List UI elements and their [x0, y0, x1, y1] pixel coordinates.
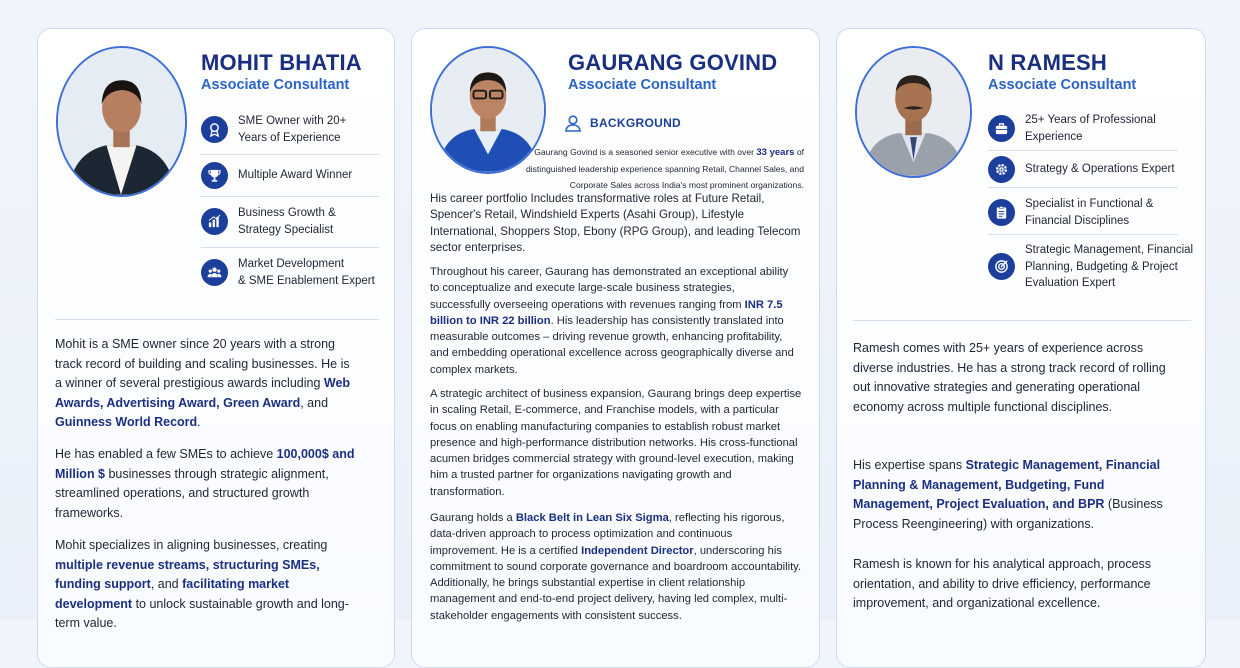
profile-name: N RAMESH — [988, 50, 1107, 75]
feature-item: SME Owner with 20+ Years of Experience — [201, 113, 381, 146]
profile-role: Associate Consultant — [201, 77, 350, 93]
profile-name: GAURANG GOVIND — [568, 50, 778, 75]
feature-item: 25+ Years of Professional Experience — [988, 112, 1188, 145]
briefcase-icon — [988, 115, 1015, 142]
user-outline-icon — [564, 114, 582, 132]
bio-paragraph: Throughout his career, Gaurang has demonstrated an exceptional ability to conceptualize and execute large-scale business strategies, successfully overseeing operations with revenues ranging from INR 7.5 billion to INR 22 billion. His leadership has consistently translated into measurable outcomes – driving revenue growth, enhancing profitability, and embedding operational excellence across geographically diverse and complex markets. — [430, 266, 794, 376]
award-ribbon-icon — [201, 116, 228, 143]
divider — [988, 234, 1178, 235]
target-icon — [988, 253, 1015, 280]
bar-chart-icon — [201, 208, 228, 235]
feature-item: Specialist in Functional & Financial Disciplines — [988, 196, 1188, 229]
divider — [201, 196, 379, 197]
bio-paragraph: Mohit specializes in aligning businesses, creating multiple revenue streams, structuring SMEs, funding support, and facilitating market development to unlock sustainable growth and long-term value. — [55, 538, 349, 630]
person-portrait-icon — [58, 48, 185, 195]
profile-card-mohit-bhatia — [37, 28, 395, 668]
profile-role: Associate Consultant — [568, 77, 717, 93]
bio-paragraph: His career portfolio Includes transformative roles at Future Retail, Spencer's Retail, Windshield Experts (Asahi Group), Lifestyle International, Shoppers Stop, Ebony (RPG Group), and leading Telecom sector enterprises. — [430, 192, 801, 254]
bio-paragraph: Mohit is a SME owner since 20 years with a strong track record of building and scaling businesses. He is a winner of several prestigious awards including Web Awards, Advertising Award, Green Award, and Guinness World Record. — [55, 337, 351, 429]
divider — [201, 247, 379, 248]
divider — [853, 320, 1191, 321]
bio-paragraph: Ramesh is known for his analytical approach, process orientation, and ability to drive efficiency, performance improvement, and organizational excellence. — [853, 557, 1152, 610]
feature-item: Business Growth & Strategy Specialist — [201, 205, 381, 238]
divider — [55, 319, 379, 320]
people-group-icon — [201, 259, 228, 286]
feature-item: Strategy & Operations Expert — [988, 156, 1188, 183]
clipboard-icon — [988, 199, 1015, 226]
divider — [988, 187, 1178, 188]
feature-item: Strategic Management, Financial Planning, Budgeting & Project Evaluation Expert — [988, 242, 1198, 292]
bio-paragraph: He has enabled a few SMEs to achieve 100,000$ and Million $ businesses through strategic alignment, streamlined operations, and structured growth frameworks. — [55, 447, 355, 520]
gear-icon — [988, 156, 1015, 183]
person-portrait-icon — [857, 48, 970, 176]
bio-paragraph: Gaurang holds a Black Belt in Lean Six Sigma, reflecting his rigorous, data-driven approach to process optimization and continuous improvement. He is a certified Independent Director, underscoring his commitment to sound corporate governance and boardroom accountability. Additionally, he brings substantial expertise in client relationship management and end-to-end project delivery, having led complex, multi-stakeholder engagements with consistent success. — [430, 512, 802, 622]
background-intro: Gaurang Govind is a seasoned senior executive with over 33 years of distinguished leadership experience spanning Retail, Channel Sales, and Corporate Sales across India's most prominent organizations. — [525, 147, 804, 190]
bio-paragraph: A strategic architect of business expansion, Gaurang brings deep expertise in scaling Retail, E-commerce, and Franchise models, with a particular focus on enabling manufacturing companies to establish robust market presence and high-performance distribution networks. His cross-functional acumen bridges commercial strategy with ground-level execution, making him a trusted partner for organizations navigating growth and transformation. — [430, 388, 802, 498]
profile-name: MOHIT BHATIA — [201, 50, 362, 75]
avatar-n-ramesh — [855, 46, 972, 178]
profile-card-n-ramesh — [836, 28, 1206, 668]
divider — [988, 150, 1178, 151]
profile-role: Associate Consultant — [988, 77, 1137, 93]
divider — [201, 154, 379, 155]
feature-item: Multiple Award Winner — [201, 162, 381, 189]
bio-paragraph: Ramesh comes with 25+ years of experience across diverse industries. He has a strong track record of rolling out innovative strategies and generating operational economy across multiple functional disciplines. — [853, 341, 1166, 414]
trophy-icon — [201, 162, 228, 189]
bio-paragraph: His expertise spans Strategic Management, Financial Planning & Management, Budgeting, Fund Management, Project Evaluation, and BPR (Business Process Reengineering) with organizations. — [853, 458, 1163, 531]
feature-item: Market Development & SME Enablement Expert — [201, 256, 386, 289]
profile-card-gaurang-govind — [411, 28, 820, 668]
background-heading: BACKGROUND — [564, 114, 681, 132]
avatar-mohit-bhatia — [56, 46, 187, 197]
